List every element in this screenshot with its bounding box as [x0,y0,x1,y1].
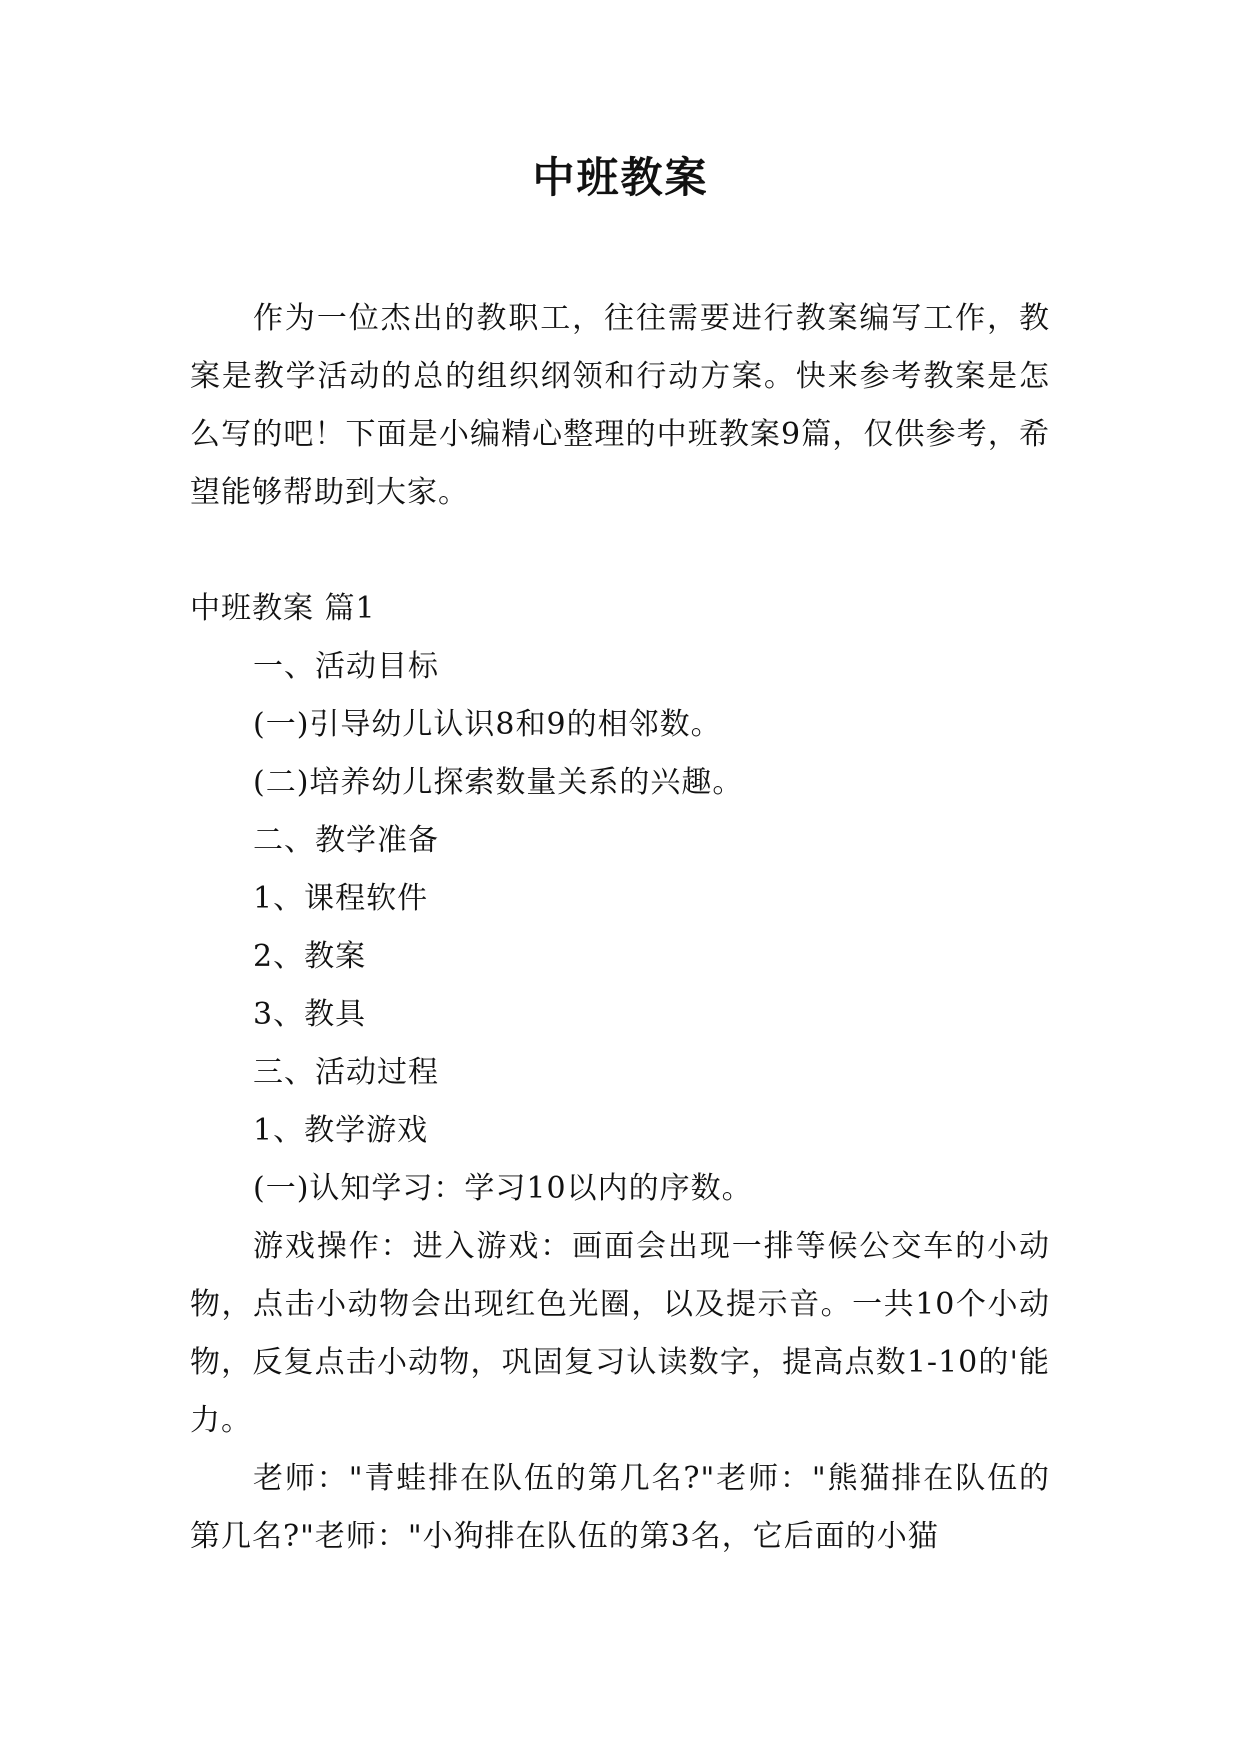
game-paragraph: 游戏操作：进入游戏：画面会出现一排等候公交车的小动物，点击小动物会出现红色光圈，以及提示音。一共10个小动物，反复点击小动物，巩固复习认读数字，提高点数1-10的'能力。 [190,1229,1050,1438]
line-teaching-prep: 二、教学准备 [253,823,439,858]
line-goal-2: (二)培养幼儿探索数量关系的兴趣。 [253,765,744,800]
line-process-1a: (一)认知学习：学习10以内的序数。 [253,1171,753,1206]
line-prep-2: 2、教案 [253,939,367,974]
line-process-1: 1、教学游戏 [253,1113,429,1148]
intro-paragraph: 作为一位杰出的教职工，往往需要进行教案编写工作，教案是教学活动的总的组织纲领和行动方案。快来参考教案是怎么写的吧！下面是小编精心整理的中班教案9篇，仅供参考，希望能够帮助到大家。 [190,301,1050,510]
document-body [190,290,1050,1566]
line-goal-1: (一)引导幼儿认识8和9的相邻数。 [253,707,722,742]
document-title: 中班教案 [532,153,709,202]
line-prep-1: 1、课程软件 [253,881,429,916]
line-activity-process: 三、活动过程 [253,1055,439,1090]
line-activity-goal: 一、活动目标 [253,649,439,684]
teacher-paragraph: 老师："青蛙排在队伍的第几名?"老师："熊猫排在队伍的第几名?"老师："小狗排在队伍的第3名，它后面的小猫 [190,1461,1050,1554]
line-prep-3: 3、教具 [253,997,367,1032]
section-heading: 中班教案 篇1 [190,591,376,626]
